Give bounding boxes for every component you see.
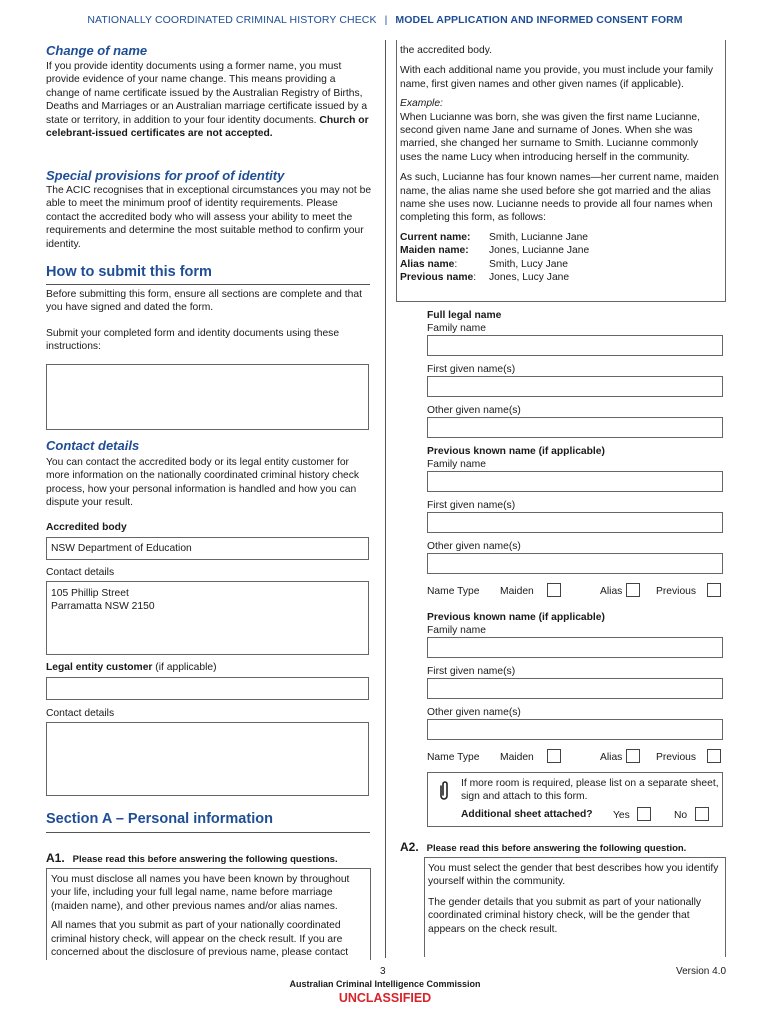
- full-legal-family-input[interactable]: [427, 335, 723, 356]
- section-a-rule: [46, 832, 370, 833]
- example-name-value: Smith, Lucianne Jane: [489, 231, 589, 243]
- legal-entity-label-bold: Legal entity customer: [46, 662, 153, 673]
- submit-p2: Submit your completed form and identity documents using these instructions:: [46, 328, 340, 353]
- yes-label: Yes: [613, 810, 630, 821]
- prev2-previous-label: Previous: [656, 752, 697, 763]
- change-name-title: Change of name: [46, 43, 148, 58]
- a1-continued-box: [396, 40, 726, 302]
- contact-details-label: Contact details: [46, 567, 115, 578]
- as-such-text: As such, Lucianne has four known names—her current name, maiden name, the alias name she used before she got married and the alias name she uses now. Lucianne needs to provide all four names when completing this form, as follows:: [400, 172, 719, 224]
- full-legal-other-input[interactable]: [427, 417, 723, 438]
- prev1-title: Previous known name (if applicable): [427, 446, 605, 457]
- example-name-label: Current name:: [400, 231, 471, 243]
- change-name-bold: Church or celebrant-issued certificates are not accepted.: [46, 114, 369, 140]
- a2-info-box: [424, 857, 726, 957]
- contact-details-body: You can contact the accredited body or its legal entity customer for more information on the nationally coordinated criminal history check process, how your personal information is handled and how you can dispute your result.: [46, 457, 360, 509]
- prev1-family-label: Family name: [427, 459, 486, 470]
- contact-line-2: Parramatta NSW 2150: [51, 601, 155, 613]
- a1-paragraph-2: All names that you submit as part of your nationally coordinated criminal history check, will appear on the check result. If you are concerned about the disclosure of previous name, please contact: [51, 920, 349, 959]
- example-name-row: [400, 258, 722, 271]
- a1-number: A1.: [46, 851, 65, 865]
- accredited-body-field[interactable]: NSW Department of Education: [46, 537, 369, 560]
- a2-heading: [400, 840, 730, 854]
- full-legal-first-input[interactable]: [427, 376, 723, 397]
- page-number: 3: [380, 966, 386, 977]
- special-provisions-title: Special provisions for proof of identity: [46, 168, 285, 183]
- no-checkbox[interactable]: [695, 807, 709, 821]
- prev1-name-type-label: Name Type: [427, 586, 480, 597]
- example-name-label: Alias name: [400, 258, 455, 270]
- a2-paragraph-2: The gender details that you submit as part of your nationally coordinated criminal history check, will be the gender that appears on the check result.: [428, 896, 702, 935]
- classification-label: UNCLASSIFIED: [338, 991, 432, 1005]
- example-name-label: Previous name: [400, 272, 474, 284]
- prev1-other-label: Other given name(s): [427, 541, 521, 552]
- legal-entity-field[interactable]: [46, 677, 369, 700]
- header-separator: |: [384, 14, 388, 26]
- example-name-row: [400, 244, 722, 257]
- version-label: Version 4.0: [676, 966, 727, 977]
- contact-details-field[interactable]: [46, 581, 369, 655]
- legal-entity-label-rest: (if applicable): [152, 662, 217, 673]
- prev2-other-input[interactable]: [427, 719, 723, 740]
- submit-rule: [46, 284, 370, 285]
- organisation-name: Australian Criminal Intelligence Commission: [289, 979, 481, 989]
- prev1-first-input[interactable]: [427, 512, 723, 533]
- prev2-maiden-label: Maiden: [500, 752, 534, 763]
- legal-entity-label: [46, 662, 217, 673]
- more-room-text: If more room is required, please list on a separate sheet, sign and attach to this form.: [461, 778, 719, 803]
- submit-p1: Before submitting this form, ensure all sections are complete and that you have signed and dated the form.: [46, 289, 362, 314]
- example-name-value: Jones, Lucy Jane: [489, 272, 570, 284]
- example-label: Example:: [400, 98, 443, 110]
- example-name-value: Smith, Lucy Jane: [489, 258, 568, 270]
- accredited-body-label: Accredited body: [46, 522, 127, 533]
- prev1-alias-checkbox[interactable]: [626, 583, 640, 597]
- prev1-maiden-checkbox[interactable]: [547, 583, 561, 597]
- example-name-row: [400, 271, 722, 284]
- prev1-first-label: First given name(s): [427, 500, 516, 511]
- change-name-text: If you provide identity documents using a former name, you must provide evidence of your name change. This means providing a change of name certificate issued by the Australian Registry of Births, Deaths and Marriages or an Australian marriage certificate issued by a state or territory, in addition to your four identity documents.: [46, 61, 368, 126]
- contact-details-title: Contact details: [46, 438, 140, 453]
- full-legal-other-label: Other given name(s): [427, 405, 521, 416]
- additional-sheet-label: Additional sheet attached?: [461, 809, 593, 820]
- prev2-first-label: First given name(s): [427, 666, 516, 677]
- a2-paragraph-1: You must select the gender that best describes how you identify yourself within the community.: [428, 863, 719, 888]
- prev2-title: Previous known name (if applicable): [427, 612, 605, 623]
- header-right: MODEL APPLICATION AND INFORMED CONSENT FORM: [395, 14, 683, 26]
- special-provisions-body: The ACIC recognises that in exceptional circumstances you may not be able to meet the minimum proof of identity requirements. Please contact the accredited body who will assess your ability to meet the requirements and determine the most suitable method to confirm your identity.: [46, 185, 372, 250]
- prev1-alias-label: Alias: [600, 586, 623, 597]
- contact-line-1: 105 Phillip Street: [51, 588, 129, 599]
- submit-instructions-field[interactable]: [46, 364, 369, 430]
- example-name-value: Jones, Lucianne Jane: [489, 245, 590, 257]
- a2-text: Please read this before answering the following question.: [426, 843, 687, 854]
- example-name-suffix: :: [473, 272, 477, 284]
- how-to-submit-title: How to submit this form: [46, 264, 212, 280]
- no-label: No: [674, 810, 688, 821]
- header-left: NATIONALLY COORDINATED CRIMINAL HISTORY CHECK: [87, 14, 377, 26]
- a1-paragraph-1: You must disclose all names you have been known by throughout your life, including your full legal name, name before marriage (maiden name), and other previous names and/or alias names.: [51, 874, 350, 912]
- yes-checkbox[interactable]: [637, 807, 651, 821]
- a1-continued-text: the accredited body.: [400, 45, 492, 56]
- prev1-previous-checkbox[interactable]: [707, 583, 721, 597]
- prev1-previous-label: Previous: [656, 586, 697, 597]
- full-legal-family-label: Family name: [427, 323, 486, 334]
- prev2-previous-checkbox[interactable]: [707, 749, 721, 763]
- example-name-label: Maiden name:: [400, 245, 469, 257]
- prev2-family-label: Family name: [427, 625, 486, 636]
- full-legal-first-label: First given name(s): [427, 364, 516, 375]
- column-divider: [385, 40, 386, 958]
- prev2-alias-label: Alias: [600, 752, 623, 763]
- example-names-list: [400, 231, 722, 285]
- prev2-family-input[interactable]: [427, 637, 723, 658]
- a1-text: Please read this before answering the following questions.: [72, 854, 338, 865]
- prev1-maiden-label: Maiden: [500, 586, 534, 597]
- a1-heading: [46, 851, 376, 865]
- prev2-name-type-label: Name Type: [427, 752, 480, 763]
- full-legal-name-title: Full legal name: [427, 310, 502, 321]
- legal-contact-field[interactable]: [46, 722, 369, 796]
- paperclip-icon: [437, 780, 451, 802]
- prev1-family-input[interactable]: [427, 471, 723, 492]
- prev2-other-label: Other given name(s): [427, 707, 521, 718]
- example-body: When Lucianne was born, she was given the first name Lucianne, second given name Jane and surname of Jones. When she was married, she changed her surname to Smith. Lucianne commonly uses the name Lucy when introducing herself in the community.: [400, 111, 700, 163]
- section-a-title: Section A – Personal information: [46, 811, 273, 827]
- prev2-alias-checkbox[interactable]: [626, 749, 640, 763]
- prev1-other-input[interactable]: [427, 553, 723, 574]
- page-header: [0, 14, 770, 26]
- example-name-suffix: :: [454, 258, 458, 270]
- a2-number: A2.: [400, 840, 419, 854]
- each-name-text: With each additional name you provide, you must include your family name, first given names and other given names (if applicable).: [400, 65, 714, 90]
- legal-contact-label: Contact details: [46, 708, 115, 719]
- example-name-row: [400, 231, 722, 244]
- change-name-body: [46, 60, 372, 140]
- a1-info-box: [46, 868, 371, 960]
- prev2-first-input[interactable]: [427, 678, 723, 699]
- prev2-maiden-checkbox[interactable]: [547, 749, 561, 763]
